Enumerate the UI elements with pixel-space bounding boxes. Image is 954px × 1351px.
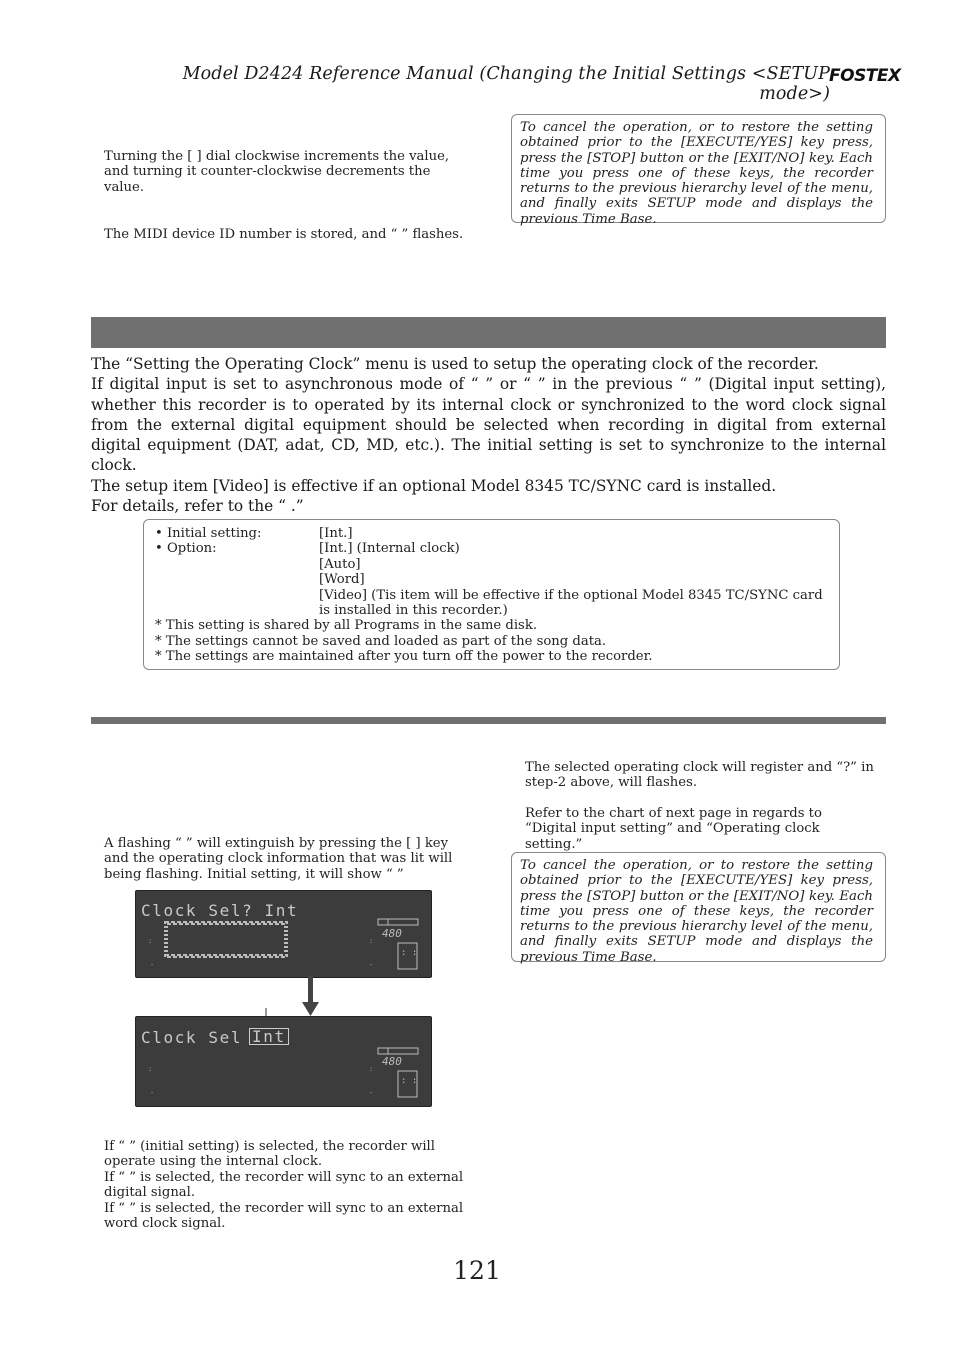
brand-logo: FOSTEX [829,66,901,86]
spec-note: * This setting is shared by all Programs in the same disk. [155,618,538,634]
lcd-counter: 480 [382,927,402,940]
register-instruction: The selected operating clock will register and “?” in step-2 above, will flashes. [525,760,874,791]
lcd-text: Clock Sel? Int [141,901,299,920]
intro-paragraph-3: The setup item [Video] is effective if an optional Model 8345 TC/SYNC card is installed. [91,476,777,495]
initial-setting-label: • Initial setting: [155,526,262,541]
svg-text::: : [148,1065,153,1073]
cancel-note-bottom: To cancel the operation, or to restore the setting obtained prior to the [EXECUTE/YES] key press, press the [STOP] button or the [EXIT/NO] key. Each time you press one of these keys, the recorder returns to the previous hierarchy level of the menu, and finally exits SETUP mode and displays the previous Time Base. [511,852,886,962]
lcd-graphics [136,1017,431,1106]
initial-setting-value: [Int.] [319,526,353,541]
option-item: [Video] (Tis item will be effective if the optional Model 8345 TC/SYNC card is installed in this recorder.) [319,587,823,619]
intro-paragraph-2: If digital input is set to asynchronous mode of “ ” or “ ” in the previous “ ” (Digital input setting), whether this recorder is to operated by its internal clock or synchronized to the word clock signal from the external digital equipment should be selected when recording in digital from external digital equipment (DAT, adat, CD, MD, etc.). The initial setting is set to synchronize to the internal clock. [91,375,886,475]
dial-instruction: Turning the [ ] dial clockwise increments the value, and turning it counter-clockwise decrements the value. [104,149,450,195]
section-header-bar [91,317,886,348]
cancel-note-top: To cancel the operation, or to restore the setting obtained prior to the [EXECUTE/YES] key press, press the [STOP] button or the [EXIT/NO] key. Each time you press one of these keys, the recorder returns to the previous hierarchy level of the menu, and finally exits SETUP mode and displays the previous Time Base. [511,114,886,223]
down-arrow-icon [300,976,322,1018]
section-intro [91,354,886,516]
lcd-display-result [135,1016,432,1107]
intro-paragraph-4: For details, refer to the “ .” [91,497,304,516]
option-item: [Int.] (Internal clock) [319,541,460,557]
lcd-value: Int [249,1028,289,1045]
svg-text:-: - [369,961,374,969]
flash-instruction: A flashing “ ” will extinguish by pressing the [ ] key and the operating clock information that was lit will being flashing. Initial setting, it will show “ ” [104,836,453,882]
section-divider-bar [91,717,886,724]
lcd-counter: 480 [382,1055,402,1068]
option-label: • Option: [155,541,217,557]
spec-box [143,519,840,670]
option-item: [Word] [319,572,365,588]
header-title: Model D2424 Reference Manual (Changing the Initial Settings <SETUP mode>) [182,64,830,104]
stored-instruction: The MIDI device ID number is stored, and “ ” flashes. [104,227,464,242]
svg-text:-: - [369,1089,374,1097]
svg-text:-: - [150,1089,155,1097]
refer-instruction: Refer to the chart of next page in regards to “Digital input setting” and “Operating clock setting.” [525,806,822,852]
lcd-label: Clock Sel [141,1028,243,1047]
result-list [104,1139,470,1231]
svg-text::: : [148,937,153,945]
result-int: If “ ” (initial setting) is selected, the recorder will operate using the internal clock. [104,1139,435,1170]
intro-paragraph-1: The “Setting the Operating Clock” menu is used to setup the operating clock of the recorder. [91,355,819,373]
lcd-display-step [135,890,432,978]
result-auto: If “ ” is selected, the recorder will sync to an external digital signal. [104,1169,464,1201]
svg-text:: :: : : [401,948,418,958]
option-item: [Auto] [319,556,361,572]
svg-text::: : [369,1065,374,1073]
svg-text::: : [369,937,374,945]
spec-note: * The settings are maintained after you turn off the power to the recorder. [155,649,653,665]
svg-text:-: - [150,961,155,969]
lcd-graphics [136,891,431,977]
spec-note: * The settings cannot be saved and loaded as part of the song data. [155,633,607,649]
svg-text:: :: : : [401,1076,418,1086]
page-number: 121 [453,1256,501,1285]
result-word: If “ ” is selected, the recorder will sync to an external word clock signal. [104,1200,464,1232]
